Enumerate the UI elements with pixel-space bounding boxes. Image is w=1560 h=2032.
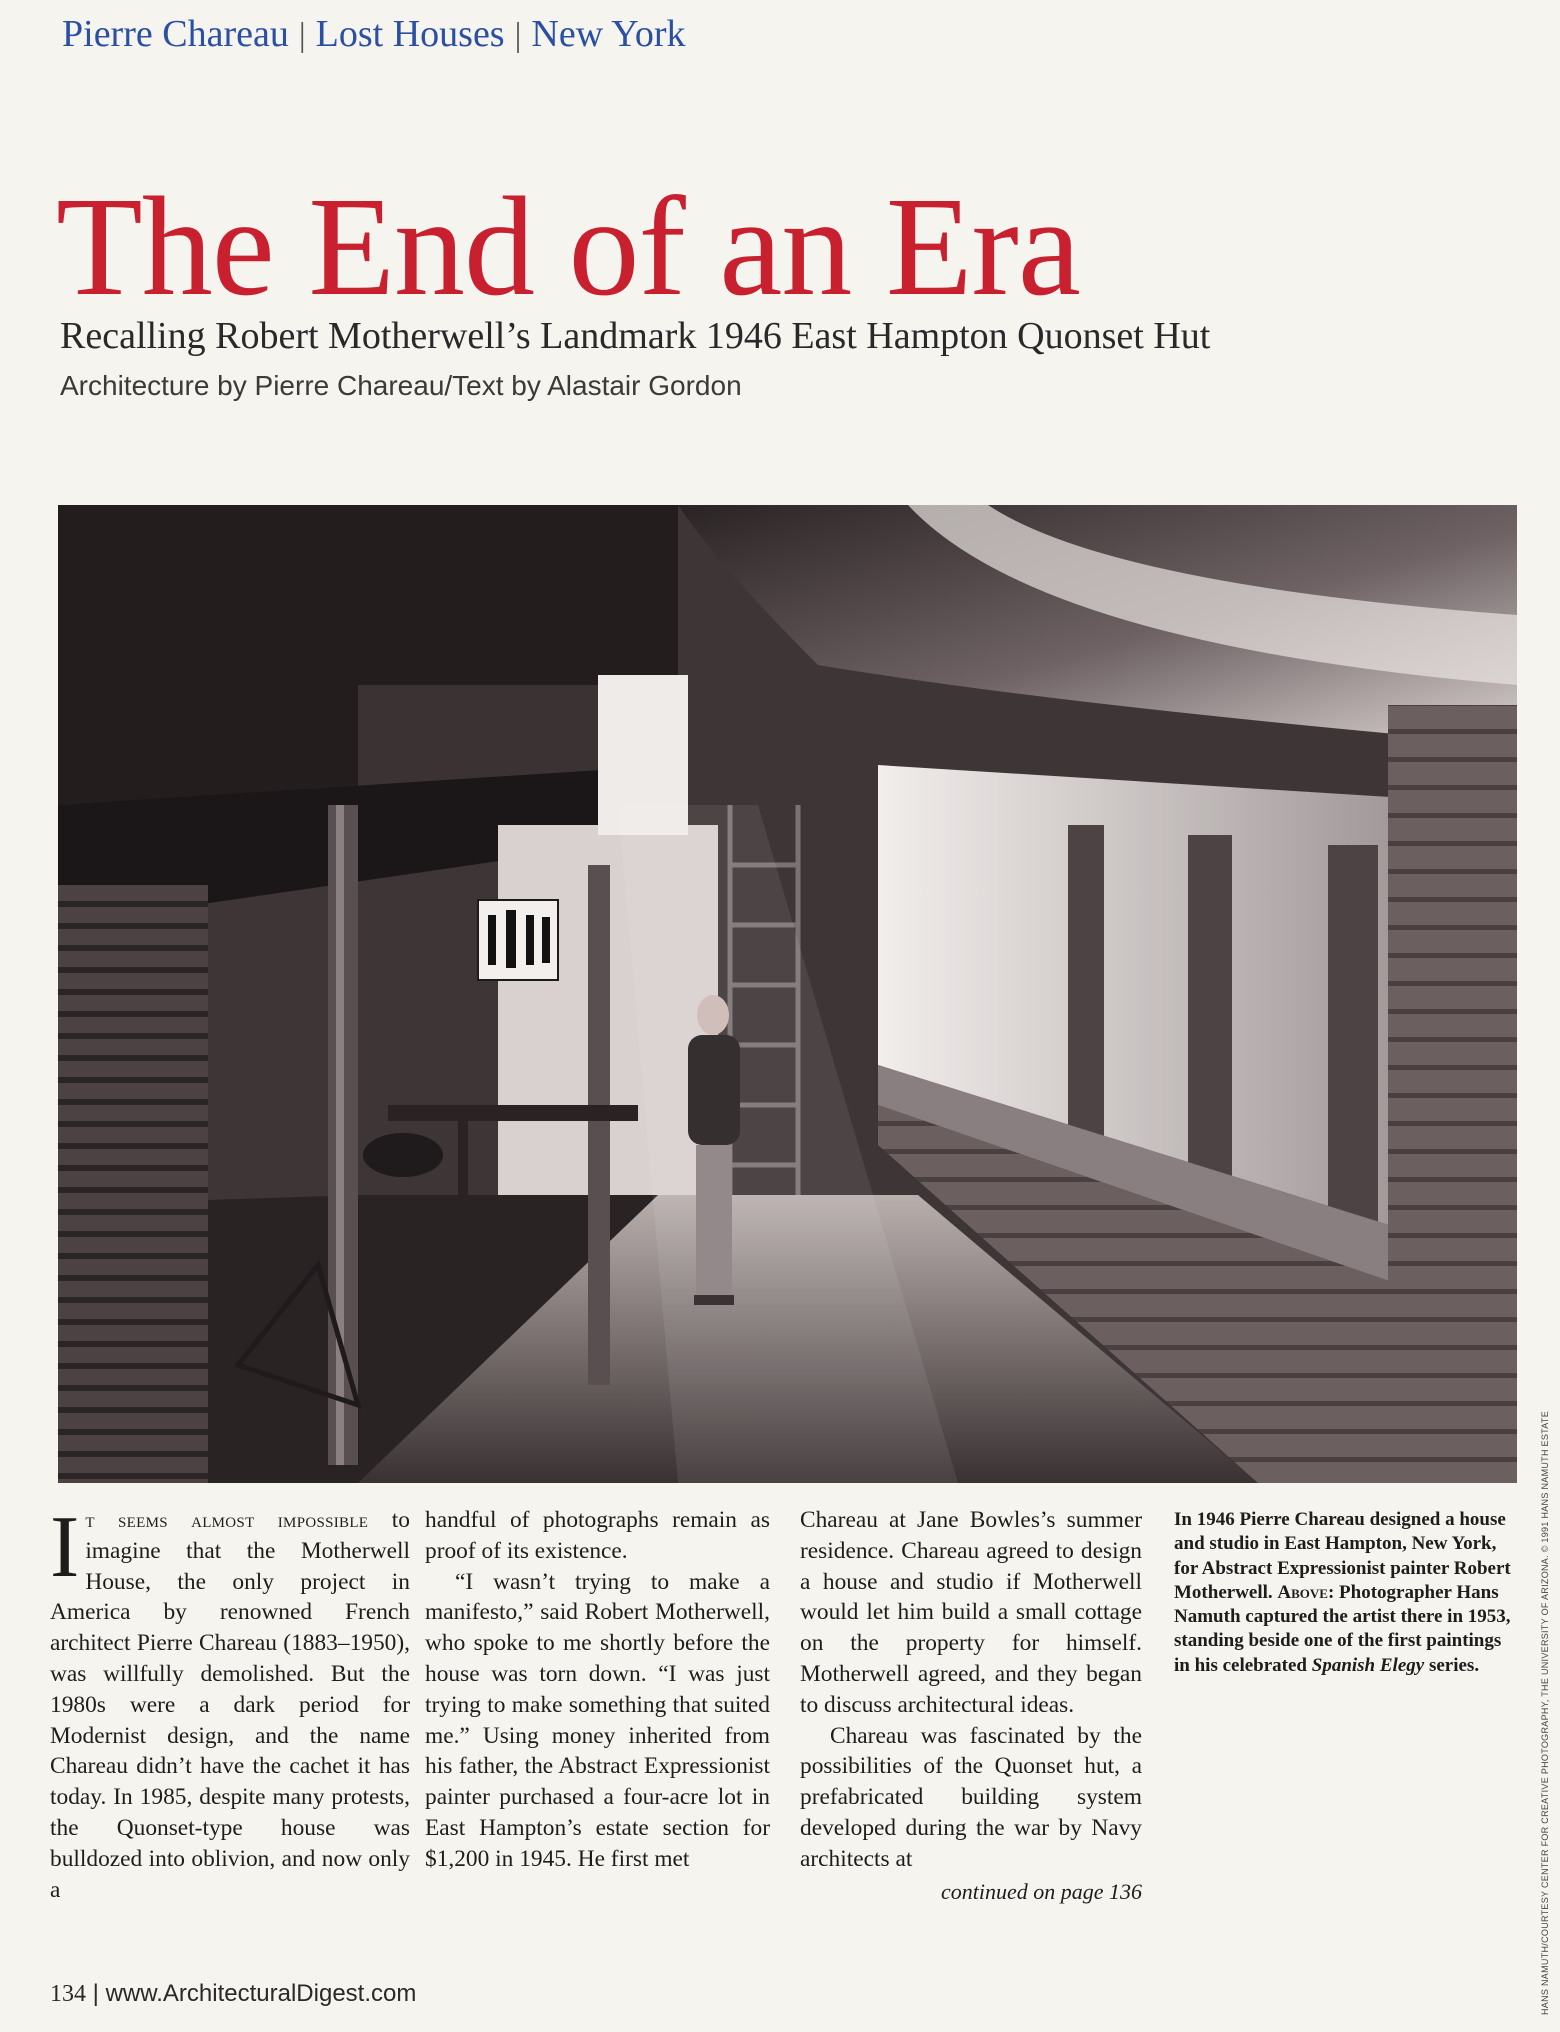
body-paragraph: Chareau was fascinated by the possibilities of the Quonset hut, a prefabricated building system developed during the war by Navy architects at	[800, 1722, 1142, 1872]
caption-series-title: Spanish Elegy	[1311, 1654, 1425, 1676]
kicker-location: New York	[531, 13, 686, 55]
caption-text: series.	[1424, 1654, 1480, 1676]
lead-in: t seems almost impossible	[85, 1508, 369, 1532]
photo-illustration	[58, 505, 1517, 1483]
continued-jump-line: continued on page 136	[940, 1878, 1142, 1904]
body-paragraph	[50, 1499, 410, 1905]
body-column-1	[50, 1499, 410, 1905]
interior-photo	[58, 505, 1517, 1483]
page-number: 134	[50, 1981, 86, 2007]
kicker-divider: |	[298, 17, 306, 54]
caption-text: Photographer Hans Namuth captured the artist there in 1953, standing beside one of the first paintings in his celebrated	[1174, 1581, 1511, 1676]
caption-text: In 1946 Pierre Chareau designed a house and studio in East Hampton, New York, for Abstract Expressionist painter Robert Motherwell.	[1174, 1509, 1511, 1603]
body-paragraph: Chareau at Jane Bowles’s summer residence. Chareau agreed to design a house and studio if Motherwell would let him build a small cottage on the property for himself. Motherwell agreed, and they began to discuss architectural ideas.	[800, 1507, 1142, 1718]
body-text: to imagine that the Motherwell House, the only project in America by renowned French architect Pierre Chareau (1883–1950), was willfully demolished. But the 1980s were a dark period for Modernist design, and the name Chareau didn’t have the cachet it has today. In 1985, despite many protests, the Quonset-type house was bulldozed into oblivion, and now only a	[50, 1507, 410, 1903]
body-paragraph: handful of photographs remain as proof of its existence.	[425, 1507, 770, 1564]
section-kicker	[62, 12, 686, 56]
photo-credit: HANS NAMUTH/COURTESY CENTER FOR CREATIVE PHOTOGRAPHY, THE UNIVERSITY OF ARIZONA. © 1991 HANS NAMUTH ESTATE	[1540, 1410, 1550, 2015]
footer-divider: |	[92, 1980, 106, 2007]
article-headline: The End of an Era	[56, 167, 1080, 325]
footer-url: www.ArchitecturalDigest.com	[105, 1980, 417, 2007]
kicker-divider: |	[514, 17, 522, 54]
page-footer	[50, 1980, 416, 2008]
body-column-3	[800, 1505, 1142, 1907]
drop-cap: I	[50, 1499, 80, 1596]
photo-caption	[1174, 1508, 1514, 1678]
body-paragraph: “I wasn’t trying to make a manifesto,” said Robert Motherwell, who spoke to me shortly before the house was torn down. “I was just trying to make something that suited me.” Using money inherited from his father, the Abstract Expressionist painter purchased a four-acre lot in East Hampton’s estate section for $1,200 in 1945. He first met	[425, 1568, 770, 1872]
caption-above-label: Above:	[1277, 1581, 1335, 1603]
kicker-series: Lost Houses	[315, 13, 505, 55]
body-column-2	[425, 1505, 770, 1875]
article-byline: Architecture by Pierre Chareau/Text by Alastair Gordon	[60, 370, 742, 401]
article-subheadline: Recalling Robert Motherwell’s Landmark 1946 East Hampton Quonset Hut	[60, 315, 1211, 357]
kicker-architect: Pierre Chareau	[62, 13, 289, 55]
